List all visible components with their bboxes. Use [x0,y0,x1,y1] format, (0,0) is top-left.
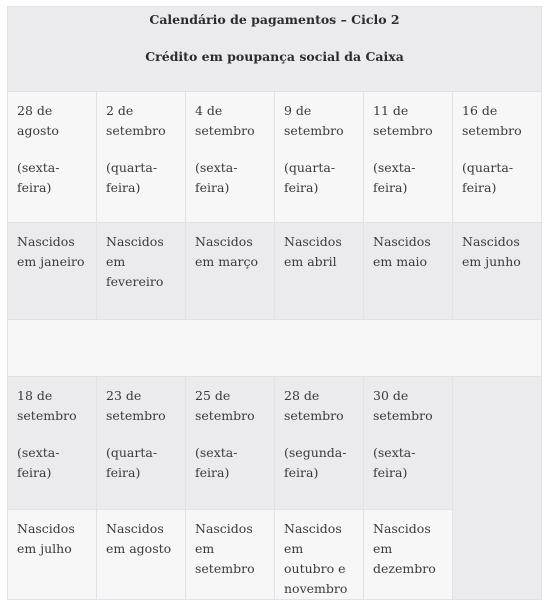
date-day: 23 de setembro [106,388,166,423]
date-cell [453,92,542,223]
birth-month-cell: Nascidos em fevereiro [97,223,186,320]
date-weekday: (quarta-feira) [462,160,514,195]
table-title: Calendário de pagamentos – Ciclo 2 [149,12,400,27]
date-day: 18 de setembro [17,388,77,423]
date-weekday: (sexta-feira) [373,445,416,480]
payment-calendar [7,6,541,596]
date-day: 4 de setembro [195,103,255,138]
date-day: 30 de setembro [373,388,433,423]
date-cell [97,377,186,510]
table-header [8,7,542,92]
date-cell [364,92,453,223]
birth-month-cell: Nascidos em outubro e novembro [275,510,364,600]
date-day: 9 de setembro [284,103,344,138]
spacer-cell [8,320,542,377]
group-row-1 [8,223,542,320]
date-weekday: (quarta-feira) [106,445,158,480]
date-weekday: (sexta-feira) [195,445,238,480]
date-weekday: (segunda-feira) [284,445,347,480]
date-weekday: (quarta-feira) [284,160,336,195]
date-cell [8,92,97,223]
empty-cell [453,377,542,600]
date-day: 16 de setembro [462,103,522,138]
birth-month-cell: Nascidos em agosto [97,510,186,600]
birth-month-cell: Nascidos em julho [8,510,97,600]
date-cell [8,377,97,510]
date-day: 2 de setembro [106,103,166,138]
birth-month-cell: Nascidos em abril [275,223,364,320]
birth-month-cell: Nascidos em março [186,223,275,320]
date-cell [97,92,186,223]
date-day: 25 de setembro [195,388,255,423]
date-row-1 [8,92,542,223]
date-weekday: (sexta-feira) [195,160,238,195]
date-weekday: (sexta-feira) [17,160,60,195]
birth-month-cell: Nascidos em junho [453,223,542,320]
birth-month-cell: Nascidos em maio [364,223,453,320]
date-cell [186,92,275,223]
payment-calendar-table [7,6,542,600]
birth-month-cell: Nascidos em setembro [186,510,275,600]
date-weekday: (quarta-feira) [106,160,158,195]
date-cell [364,377,453,510]
birth-month-cell: Nascidos em janeiro [8,223,97,320]
date-weekday: (sexta-feira) [373,160,416,195]
date-cell [275,377,364,510]
date-row-2 [8,377,542,510]
date-day: 11 de setembro [373,103,433,138]
date-day: 28 de setembro [284,388,344,423]
spacer-row [8,320,542,377]
birth-month-cell: Nascidos em dezembro [364,510,453,600]
date-cell [275,92,364,223]
date-weekday: (sexta-feira) [17,445,60,480]
date-cell [186,377,275,510]
table-subtitle: Crédito em poupança social da Caixa [145,49,404,64]
date-day: 28 de agosto [17,103,59,138]
